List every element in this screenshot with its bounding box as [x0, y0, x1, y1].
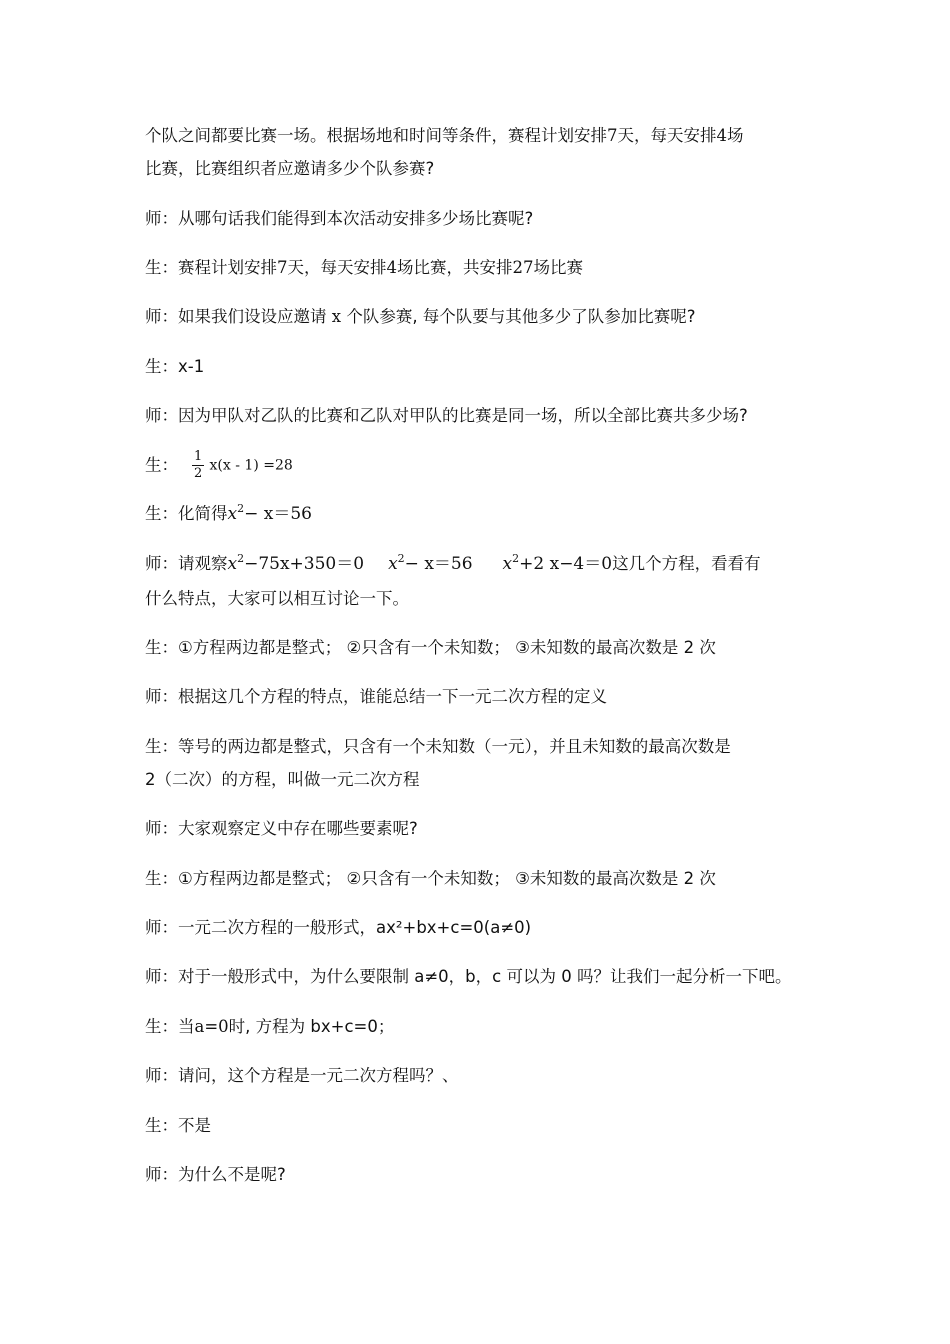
text-span: 个队参赛, 每个队要与其他多少了队参加比赛呢? [346, 307, 696, 326]
number-span: 7 [277, 258, 288, 277]
dialogue-student-6: 生：等号的两边都是整式，只含有一个未知数（一元），并且未知数的最高次数是 [145, 737, 731, 756]
text-span: 这几个方程，看看有 [612, 554, 761, 573]
dialogue-student-2: 生：x-1 [145, 357, 205, 376]
text-span: 个队之间都要比赛一场。根据场地和时间等条件，赛程计划安排 [145, 126, 607, 145]
paragraph-line-11: 什么特点，大家可以相互讨论一下。 [145, 589, 409, 608]
fraction-denominator: 2 [194, 466, 203, 481]
equation-3: +2 x−4＝0 [519, 554, 613, 574]
variable-span: x [331, 307, 342, 326]
dialogue-teacher-7: 师：一元二次方程的一般形式，ax²+bx+c=0(a≠0) [145, 918, 532, 937]
exponent: 2 [512, 552, 520, 565]
dialogue-teacher-6: 师：大家观察定义中存在哪些要素呢? [145, 819, 418, 838]
text-span: 生：化简得 [145, 504, 228, 523]
number-span: 4 [716, 126, 727, 145]
dialogue-teacher-10: 师：为什么不是呢? [145, 1165, 286, 1184]
equation-rest: − x＝56 [244, 504, 312, 524]
dialogue-student-3 [145, 446, 293, 485]
text-span: 天，每天安排 [617, 126, 717, 145]
dialogue-teacher-2 [145, 307, 696, 327]
text-span: 师：如果我们设设应邀请 [145, 307, 327, 326]
text-span: 时, 方程为 bx+c=0； [228, 1017, 395, 1036]
number-span: 4 [386, 258, 397, 277]
equation-2: − x＝56 [404, 554, 473, 574]
dialogue-student-9: 生：不是 [145, 1116, 211, 1135]
text-span: 生： [145, 455, 178, 475]
dialogue-student-4 [145, 504, 312, 524]
exponent: 2 [237, 552, 245, 565]
dialogue-teacher-9: 师：请问，这个方程是一元二次方程吗？、 [145, 1066, 459, 1085]
fraction-numerator: 1 [194, 449, 203, 464]
number-span: 7 [607, 126, 618, 145]
text-span: 场比赛 [533, 258, 583, 277]
variable-span: x [227, 554, 238, 574]
text-span: 师：请观察 [145, 554, 228, 573]
dialogue-teacher-8: 师：对于一般形式中，为什么要限制 a≠0，b，c 可以为 0 吗？让我们一起分析一下吧。 [145, 967, 792, 986]
equation-expression: x(x - 1) =28 [209, 457, 293, 474]
dialogue-teacher-1: 师：从哪句话我们能得到本次活动安排多少场比赛呢? [145, 209, 534, 228]
dialogue-student-1 [145, 258, 583, 278]
dialogue-teacher-3: 师：因为甲队对乙队的比赛和乙队对甲队的比赛是同一场，所以全部比赛共多少场? [145, 406, 748, 425]
fraction [192, 449, 204, 482]
exponent: 2 [237, 502, 245, 515]
text-span: 天，每天安排 [287, 258, 387, 277]
dialogue-student-8 [145, 1017, 394, 1037]
variable-span: x [227, 504, 238, 524]
number-span: 27 [512, 258, 534, 277]
dialogue-teacher-5: 师：根据这几个方程的特点，谁能总结一下一元二次方程的定义 [145, 687, 607, 706]
text-span: 场 [727, 126, 744, 145]
condition-span: a=0 [194, 1017, 229, 1036]
text-span: 生：当 [145, 1017, 195, 1036]
exponent: 2 [397, 552, 405, 565]
text-span: 场比赛，共安排 [397, 258, 513, 277]
equation-1: −75x+350＝0 [244, 554, 365, 574]
dialogue-teacher-4 [145, 554, 761, 574]
paragraph-line-2: 比赛，比赛组织者应邀请多少个队参赛? [145, 159, 435, 178]
dialogue-student-5: 生：①方程两边都是整式； ②只含有一个未知数； ③未知数的最高次数是 2 次 [145, 638, 716, 657]
variable-span: x [388, 554, 398, 574]
paragraph-line-1 [145, 126, 744, 146]
dialogue-student-7: 生：①方程两边都是整式； ②只含有一个未知数； ③未知数的最高次数是 2 次 [145, 869, 716, 888]
paragraph-line-15: 2（二次）的方程，叫做一元二次方程 [145, 770, 420, 789]
variable-span: x [502, 554, 513, 574]
text-span: 生：赛程计划安排 [145, 258, 277, 277]
